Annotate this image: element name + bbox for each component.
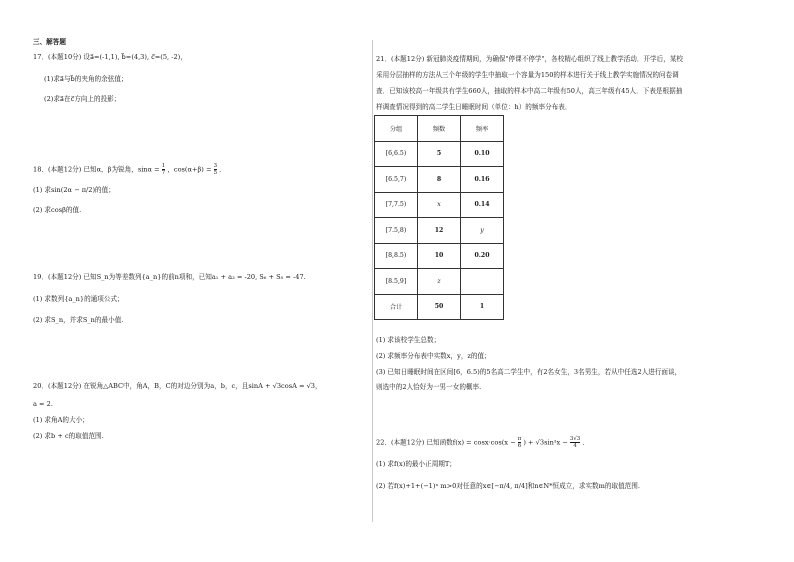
q21-stem-line3: 查．已知该校高一年级共有学生660人，抽取的样本中高二年级有50人，高三年级有45人．下表是根据抽 [376,87,683,95]
q17-stem: 17．(本题10分) 设a⃗=(-1,1), b⃗=(4,3), c⃗=(5, -2)， [33,53,187,61]
table-row [375,269,504,295]
table-cell: 合计 [375,294,418,320]
q22-frac-sqrt3: $\frac{3√3}{4}$ [569,436,581,449]
q20-part2: (2) 求b + c的取值范围. [33,432,104,440]
table-row [375,218,504,244]
section-heading: 三、解答题 [33,38,66,46]
q20-stem: 20．(本题12分) 在锐角△ABC中，角A，B，C的对边分别为a，b，c，且sinA + √3cosA = √3， [33,382,322,390]
table-header-cell: 分组 [375,116,418,142]
table-cell: x [418,192,461,218]
q17-part2: (2)求a⃗在c⃗方向上的投影； [44,95,121,103]
table-cell: 0.10 [461,141,504,167]
q22-part1: (1) 求f(x)的最小正周期T； [376,460,456,468]
q22-part2: (2) 若f(x)+1+(−1)ⁿ m>0对任意的x∈[−π/4, π/4]和n∈N*恒成立，求实数m的取值范围. [376,482,640,490]
q18-frac-1: $\frac{1}{7}$ [161,163,166,176]
q18-frac-2: $\frac{3}{5}$ [213,163,218,176]
table-cell: y [461,218,504,244]
q18-part1: (1) 求sin(2α − π/2)的值； [33,186,115,194]
q19-part1: (1) 求数列{a_n}的通项公式； [33,295,124,303]
q18-stem: 18．(本题12分) 已知α，β为锐角，sinα = $\frac{1}{7}$ ，cos(α+β) = $\frac{3}{5}$ ． [33,163,226,176]
table-header-row [375,116,504,142]
q22-frac-pi6: $\frac{\pi}{6}$ [517,436,522,449]
table-cell: [6,6.5) [375,141,418,167]
table-cell: 5 [418,141,461,167]
q21-stem-line4: 样调查情况得到的高二学生日睡眠时间（单位：h）的频率分布表． [376,103,572,111]
q20-stem-cont: a = 2. [33,400,53,408]
q17-part1: (1)求a⃗与b⃗的夹角的余弦值； [44,75,128,83]
table-cell: [7,7.5) [375,192,418,218]
q21-stem-line2: 采用分层抽样的方法从三个年级的学生中抽取一个容量为150的样本进行关于线上教学实施情况的问卷调 [376,71,679,79]
table-cell: 0.16 [461,167,504,193]
table-cell: 0.20 [461,243,504,269]
column-divider [372,40,373,522]
table-cell: [8,8.5) [375,243,418,269]
q18-part2: (2) 求cosβ的值. [33,206,82,214]
table-cell: 1 [461,294,504,320]
table-cell: [6.5,7) [375,167,418,193]
q21-stem-line1: 21．(本题12分) 新冠肺炎疫情期间，为确保"停课不停学"，各校精心组织了线上教学活动．开学后，某校 [376,55,684,63]
table-cell: 8 [418,167,461,193]
q21-part1: (1) 求该校学生总数； [376,336,441,344]
table-cell: 0.14 [461,192,504,218]
q19-part2: (2) 求S_n，并求S_n的最小值. [33,316,124,324]
table-cell: 50 [418,294,461,320]
q21-part2: (2) 求频率分布表中实数x，y，z的值； [376,352,491,360]
frequency-table [374,115,504,320]
left-column [0,0,372,562]
table-row [375,243,504,269]
table-total-row [375,294,504,320]
q20-part1: (1) 求角A的大小； [33,416,89,424]
table-row [375,167,504,193]
q22-stem: 22．(本题12分) 已知函数f(x) = cosx·cos(x − $\frac{\pi}{6}$ ) + √3sin²x − $\frac{3√3}{4}$ ． [376,436,589,449]
table-row [375,141,504,167]
table-header-cell: 频率 [461,116,504,142]
q19-stem: 19．(本题12分) 已知S_n为等差数列{a_n}的前n项和，已知a₁ + a₃ = -20, S₆ + S₅ = -47. [33,273,306,281]
table-cell: [7.5,8) [375,218,418,244]
table-header-cell: 频数 [418,116,461,142]
table-cell [461,269,504,295]
q21-part3-line1: (3) 已知日睡眠时间在区间[6，6.5)的5名高二学生中，有2名女生，3名男生，若从中任选2人进行面谈， [376,368,682,376]
table-cell: z [418,269,461,295]
table-cell: 12 [418,218,461,244]
q21-part3-line2: 则选中的2人恰好为一男一女的概率. [376,383,482,391]
table-cell: [8.5,9] [375,269,418,295]
table-row [375,192,504,218]
table-cell: 10 [418,243,461,269]
